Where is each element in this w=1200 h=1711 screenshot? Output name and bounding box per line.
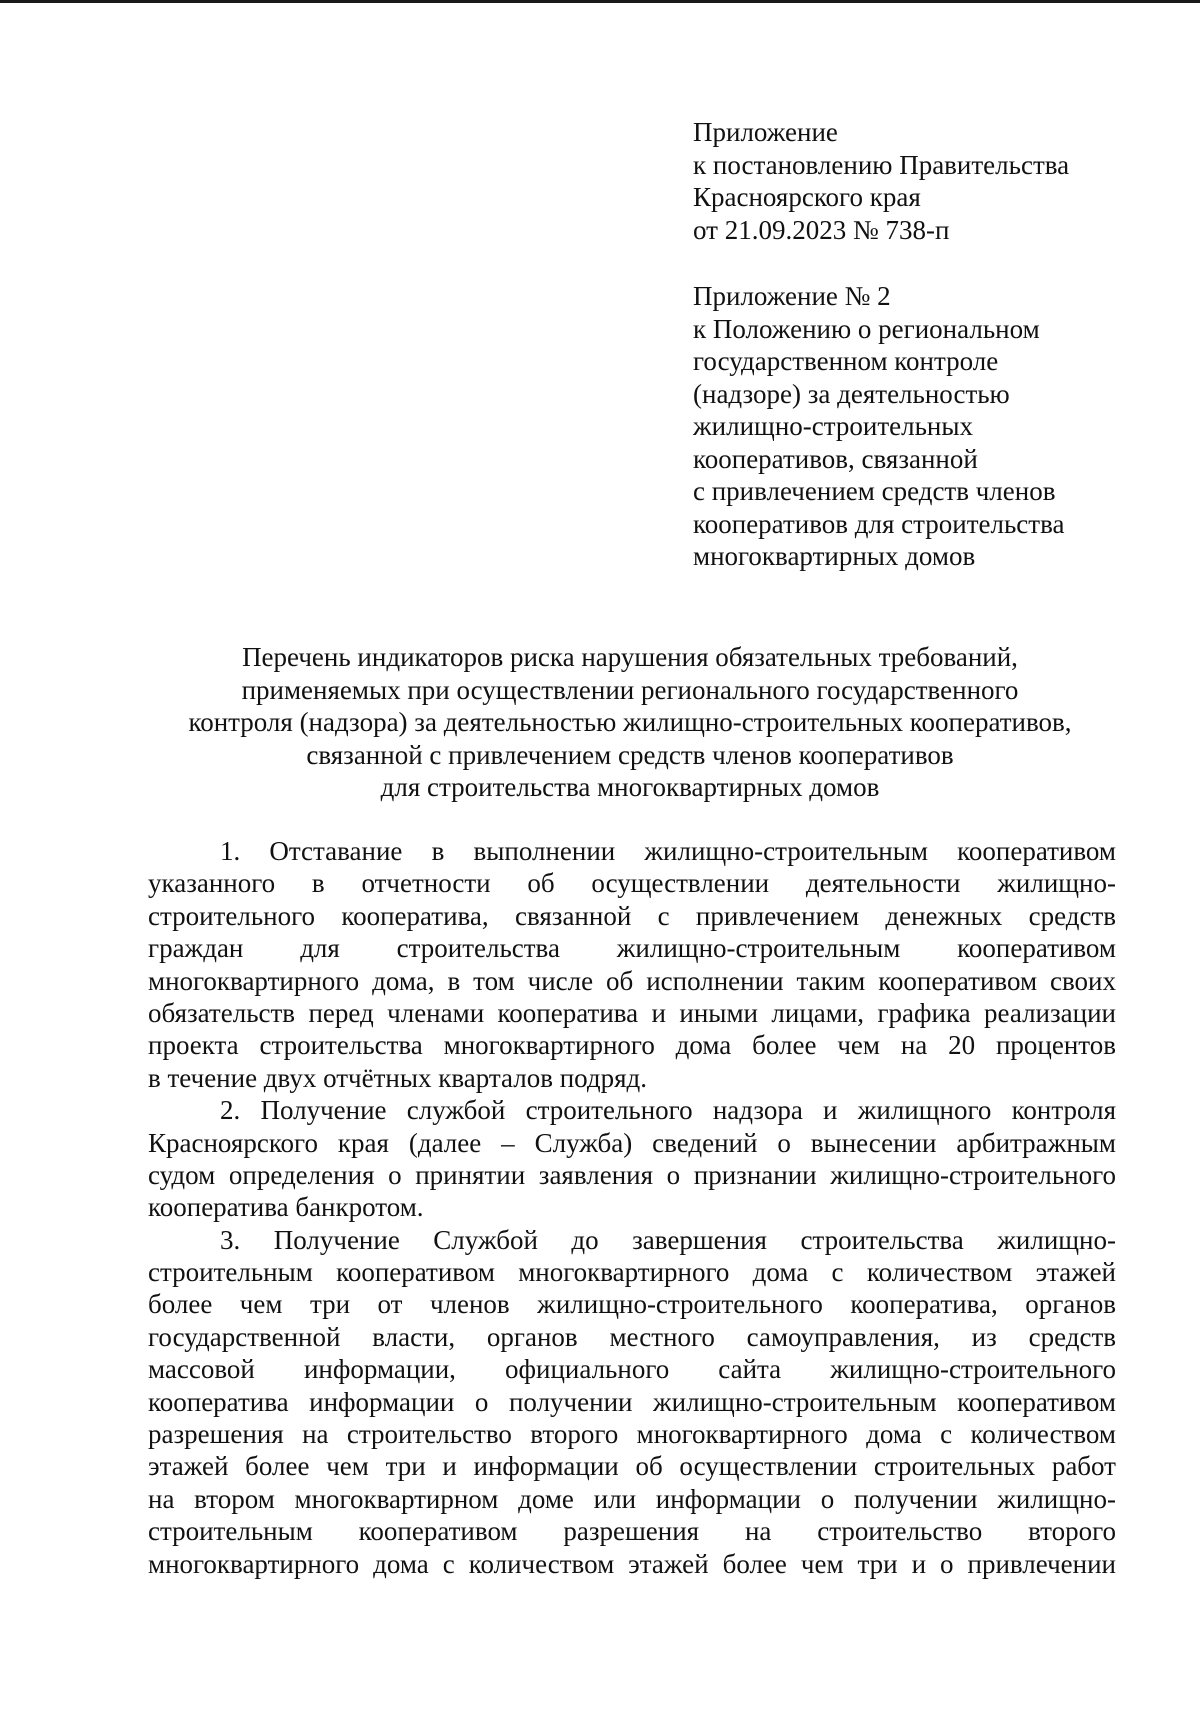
approval-2-line: Приложение № 2 [693,281,891,311]
paragraph-line: многоквартирного дома с количеством этажей более чем три и о привлечении [148,1548,1116,1579]
paragraph-line: более чем три от членов жилищно-строительного кооператива, органов [148,1289,1116,1320]
approval-2-line: к Положению о региональном [693,313,1040,344]
paragraph-line: многоквартирного дома, в том числе об исполнении таким кооперативом своих [148,965,1116,996]
paragraph-line: граждан для строительства жилищно-строительным кооперативом [148,933,1116,964]
title-line: контроля (надзора) за деятельностью жилищно-строительных кооперативов, [188,707,1072,737]
paragraph-line: разрешения на строительство второго многоквартирного дома с количеством [148,1419,1116,1450]
approval-2-line: кооперативов, связанной [693,443,978,474]
paragraph-line: строительным кооперативом разрешения на строительство второго [148,1516,1116,1547]
paragraph-line: кооператива информации о получении жилищно-строительным кооперативом [148,1386,1116,1417]
approval-2-line: жилищно-строительных [693,411,973,441]
title-line: применяемых при осуществлении регионального государственного [241,674,1019,705]
paragraph-line: 3. Получение Службой до завершения строительства жилищно- [220,1224,1116,1255]
approval-2-line: государственном контроле [693,346,999,376]
paragraph-line: строительным кооперативом многоквартирного дома с количеством этажей [148,1257,1116,1288]
paragraph-line: проекта строительства многоквартирного дома более чем на 20 процентов [148,1030,1116,1061]
approval-2-line: (надзоре) за деятельностью [693,378,1010,409]
paragraph-line: кооператива банкротом. [148,1192,424,1223]
document-title [148,641,1112,804]
approval-2-line: многоквартирных домов [693,541,976,571]
approval-2-line: кооперативов для строительства [693,508,1065,539]
paragraph-line: судом определения о принятии заявления о признании жилищно-строительного [148,1159,1116,1190]
paragraph-line: 1. Отставание в выполнении жилищно-строительным кооперативом [220,836,1116,866]
paragraph-line: на втором многоквартирном доме или информации о получении жилищно- [148,1483,1116,1514]
title-line: связанной с привлечением средств членов кооперативов [306,739,954,770]
paragraph-line: массовой информации, официального сайта жилищно-строительного [148,1354,1116,1385]
approval-2-line: с привлечением средств членов [693,476,1056,506]
approval-1-line: к постановлению Правительства [693,149,1070,180]
paragraph-item-1 [148,835,1116,1094]
paragraph-line: 2. Получение службой строительного надзора и жилищного контроля [220,1095,1116,1126]
approval-1-line: Приложение [693,117,838,147]
paragraph-line: этажей более чем три и информации об осуществлении строительных работ [148,1451,1116,1482]
title-line: Перечень индикаторов риска нарушения обязательных требований, [242,642,1018,672]
paragraph-line: указанного в отчетности об осуществлении деятельности жилищно- [148,868,1116,899]
paragraph-line: обязательств перед членами кооператива и иными лицами, графика реализации [148,997,1116,1028]
approval-1-line: Красноярского края [693,182,921,212]
paragraph-line: Красноярского края (далее – Служба) сведений о вынесении арбитражным [148,1127,1116,1158]
approval-block-regulation-appendix [693,280,1113,573]
approval-1-line: от 21.09.2023 № 738-п [693,214,950,245]
paragraph-line: в течение двух отчётных кварталов подряд. [148,1062,648,1093]
title-line: для строительства многоквартирных домов [380,772,880,802]
paragraph-item-2 [148,1094,1116,1224]
document-body [148,835,1116,1580]
paragraph-item-3 [148,1224,1116,1580]
approval-block-government-resolution [693,116,1113,246]
paragraph-line: строительного кооператива, связанной с привлечением денежных средств [148,900,1116,931]
paragraph-line: государственной власти, органов местного самоуправления, из средств [148,1321,1116,1352]
